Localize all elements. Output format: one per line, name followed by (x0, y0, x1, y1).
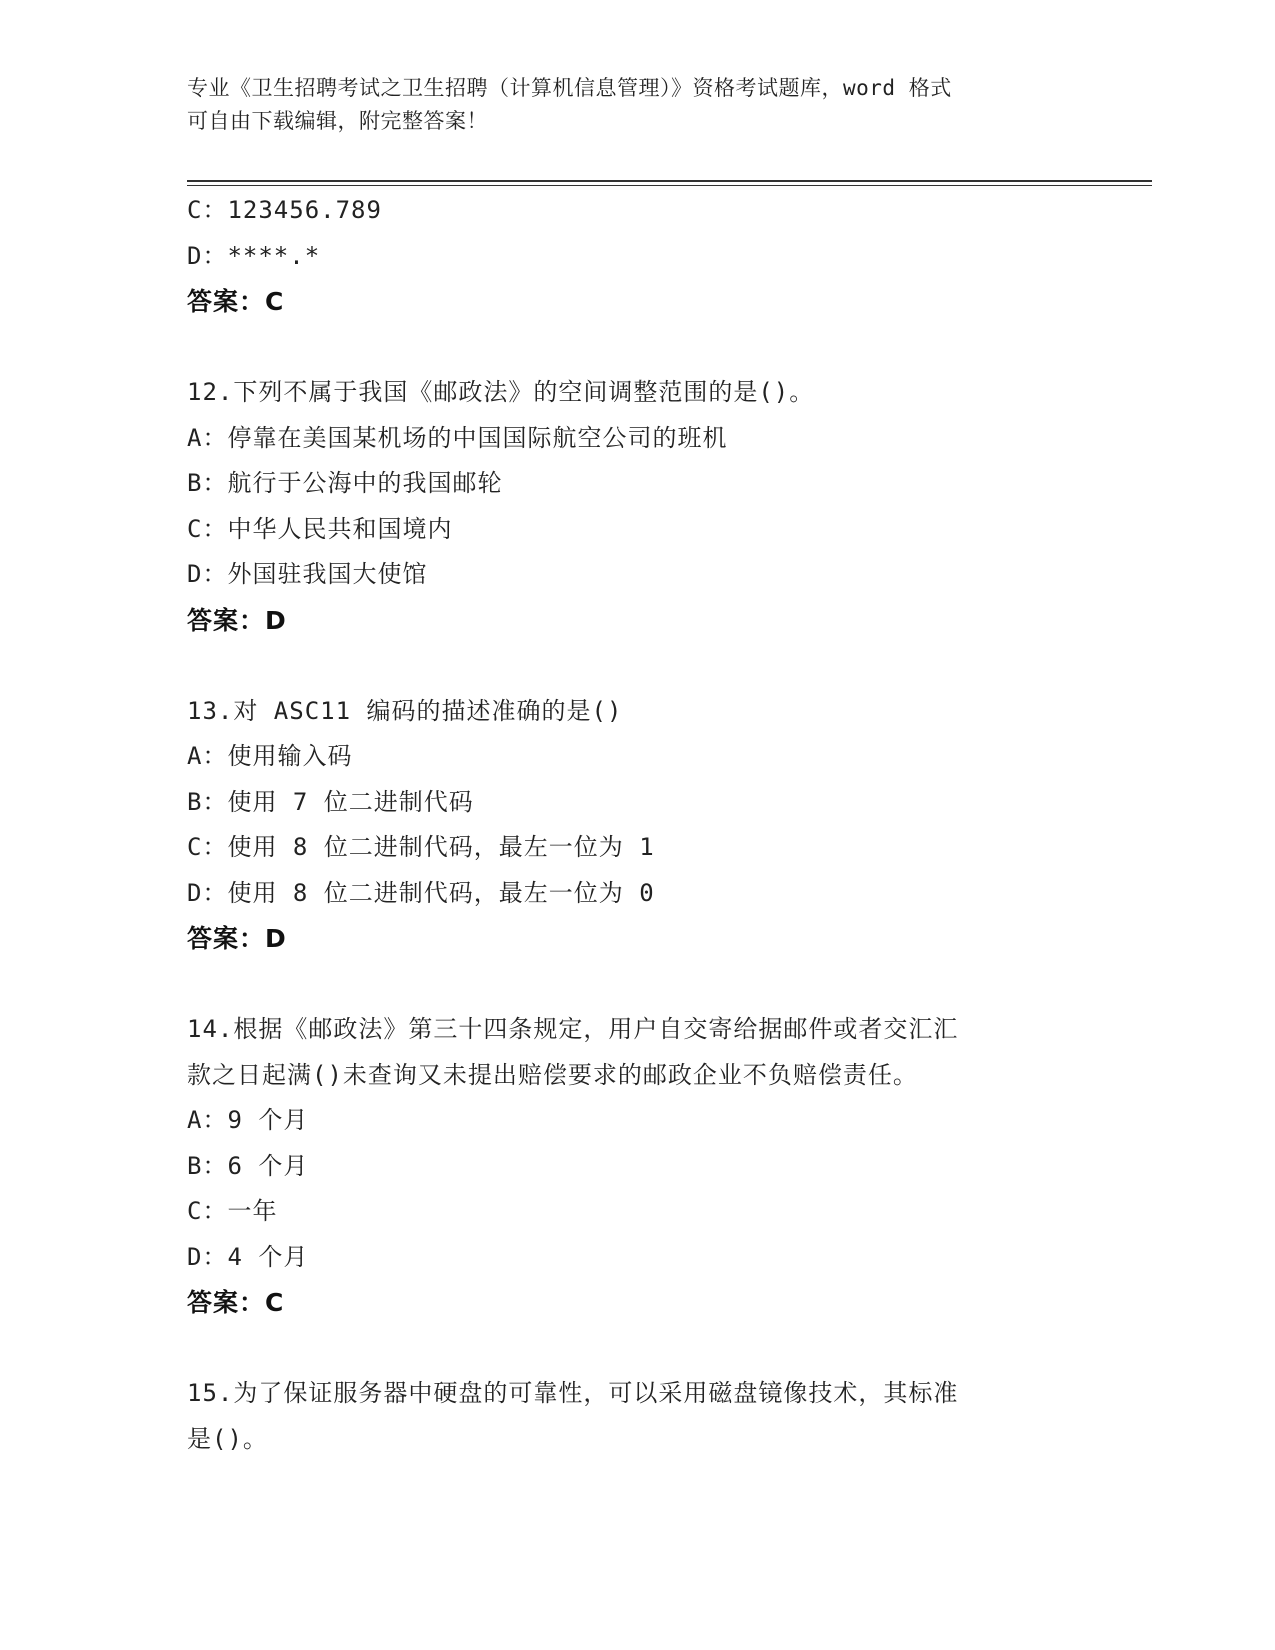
question-11-block (187, 188, 1077, 325)
q11-option-c: C：123456.789 (187, 196, 382, 224)
spacer (187, 325, 1077, 371)
header-divider-thin (187, 185, 1152, 186)
q14-question-line-2: 款之日起满()未查询又未提出赔偿要求的邮政企业不负赔偿责任。 (187, 1060, 918, 1089)
q14-answer: 答案：C (187, 1288, 285, 1317)
q15-question-line-2: 是()。 (187, 1424, 268, 1453)
q14-option-a: A：9 个月 (187, 1106, 309, 1134)
q12-answer: 答案：D (187, 605, 287, 635)
q13-option-d: D：使用 8 位二进制代码，最左一位为 0 (187, 878, 655, 907)
q13-question: 13.对 ASC11 编码的描述准确的是() (187, 696, 623, 725)
question-15-block (187, 1371, 1077, 1462)
spacer (187, 1326, 1077, 1372)
q11-answer: 答案：C (187, 287, 285, 316)
header-line-1: 专业《卫生招聘考试之卫生招聘（计算机信息管理）》资格考试题库，word 格式 (187, 76, 952, 100)
q14-option-d: D：4 个月 (187, 1242, 309, 1271)
q13-option-b: B：使用 7 位二进制代码 (187, 787, 474, 816)
question-13-block (187, 689, 1077, 962)
spacer (187, 643, 1077, 689)
question-list (187, 188, 1077, 1462)
q12-option-a: A：停靠在美国某机场的中国国际航空公司的班机 (187, 423, 728, 452)
question-14-block (187, 1007, 1077, 1326)
q14-question-line-1: 14.根据《邮政法》第三十四条规定，用户自交寄给据邮件或者交汇汇 (187, 1015, 959, 1043)
question-12-block (187, 370, 1077, 643)
q12-option-b: B：航行于公海中的我国邮轮 (187, 469, 503, 497)
spacer (187, 962, 1077, 1008)
page-header (187, 72, 1087, 138)
q13-option-a: A：使用输入码 (187, 742, 353, 770)
q12-option-d: D：外国驻我国大使馆 (187, 560, 428, 588)
header-line-2: 可自由下载编辑，附完整答案！ (187, 109, 488, 133)
q12-question: 12.下列不属于我国《邮政法》的空间调整范围的是()。 (187, 378, 815, 406)
q14-option-c: C：一年 (187, 1197, 278, 1225)
q11-option-d: D：****.* (187, 241, 321, 270)
q15-question-line-1: 15.为了保证服务器中硬盘的可靠性，可以采用磁盘镜像技术，其标准 (187, 1379, 959, 1407)
header-divider-thick (187, 180, 1152, 182)
q12-option-c: C：中华人民共和国境内 (187, 514, 453, 543)
q14-option-b: B：6 个月 (187, 1151, 309, 1180)
q13-answer: 答案：D (187, 924, 287, 953)
q13-option-c: C：使用 8 位二进制代码，最左一位为 1 (187, 833, 655, 861)
